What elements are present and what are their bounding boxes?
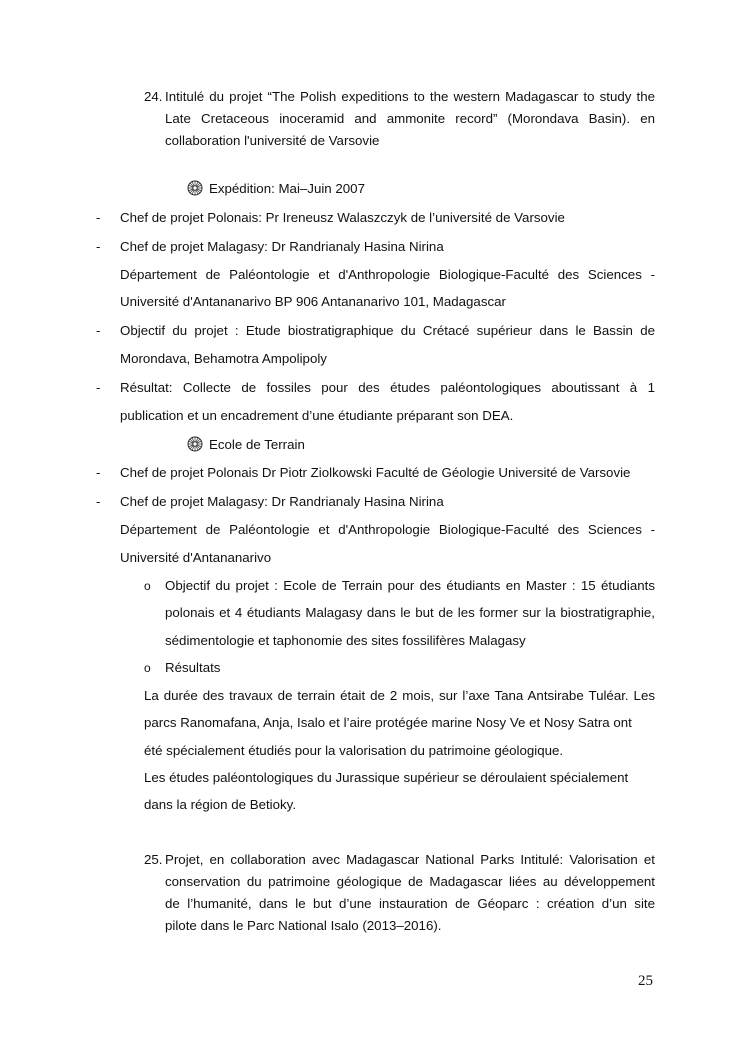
ecole-resultats-line-1: La durée des travaux de terrain était de 2 mois, sur l’axe Tana Antsirabe Tuléar. Les <box>144 688 655 703</box>
dash-marker: - <box>96 239 101 254</box>
ecole-bullet-1: Chef de projet Polonais Dr Piotr Ziolkowski Faculté de Géologie Université de Varsovie <box>120 465 631 480</box>
item-24-number: 24. <box>144 89 163 104</box>
expedition-heading <box>187 180 365 196</box>
ammonite-icon <box>187 180 203 196</box>
ecole-bullet-2: Chef de projet Malagasy: Dr Randrianaly Hasina Nirina <box>120 494 444 509</box>
expedition-bullet-2: Chef de projet Malagasy: Dr Randrianaly Hasina Nirina <box>120 239 444 254</box>
page-number: 25 <box>638 973 653 989</box>
item-24-line-3: collaboration l'université de Varsovie <box>165 133 380 148</box>
ecole-resultats-line-5: dans la région de Betioky. <box>144 797 297 812</box>
dash-marker: - <box>96 465 101 480</box>
item-25-number: 25. <box>144 852 163 867</box>
ecole-resultats-line-4: Les études paléontologiques du Jurassique supérieur se déroulaient spécialement <box>144 770 629 785</box>
ecole-objectif-line-2: polonais et 4 étudiants Malagasy dans le but de les former sur la biostratigraphie, <box>165 605 655 620</box>
expedition-dept-line-1: Département de Paléontologie et d'Anthropologie Biologique-Faculté des Sciences - <box>120 267 655 282</box>
ecole-objectif-line-3: sédimentologie et taphonomie des sites fossilifères Malagasy <box>165 633 526 648</box>
item-25-line-1: Projet, en collaboration avec Madagascar National Parks Intitulé: Valorisation et <box>165 852 655 867</box>
sub-bullet-marker: o <box>144 579 151 593</box>
expedition-resultat-line-1: Résultat: Collecte de fossiles pour des études paléontologiques aboutissant à 1 <box>120 380 655 395</box>
ecole-objectif-line-1: Objectif du projet : Ecole de Terrain pour des étudiants en Master : 15 étudiants <box>165 578 655 593</box>
ammonite-icon <box>187 436 203 452</box>
expedition-dept-line-2: Université d'Antananarivo BP 906 Antananarivo 101, Madagascar <box>120 294 506 309</box>
ecole-resultats-line-3: été spécialement étudiés pour la valorisation du patrimoine géologique. <box>144 743 564 758</box>
item-24-line-1: Intitulé du projet “The Polish expeditions to the western Madagascar to study the <box>165 89 655 104</box>
item-24-line-2: Late Cretaceous inoceramid and ammonite record” (Morondava Basin). en <box>165 111 655 126</box>
ecole-resultats-line-2: parcs Ranomafana, Anja, Isalo et l’aire protégée marine Nosy Ve et Nosy Satra ont <box>144 715 632 730</box>
item-25-line-3: de l’humanité, dans le but d’une instauration de Géoparc : création d’un site <box>165 896 655 911</box>
dash-marker: - <box>96 494 101 509</box>
expedition-resultat-line-2: publication et un encadrement d’une étudiante préparant son DEA. <box>120 408 514 423</box>
ecole-dept-line-1: Département de Paléontologie et d'Anthropologie Biologique-Faculté des Sciences - <box>120 522 655 537</box>
sub-bullet-marker: o <box>144 661 151 675</box>
dash-marker: - <box>96 323 101 338</box>
item-25-line-2: conservation du patrimoine géologique de Madagascar liées au développement <box>165 874 655 889</box>
item-25-line-4: pilote dans le Parc National Isalo (2013–2016). <box>165 918 442 933</box>
expedition-heading-text: Expédition: Mai–Juin 2007 <box>209 181 365 196</box>
dash-marker: - <box>96 210 101 225</box>
dash-marker: - <box>96 380 101 395</box>
expedition-objectif-line-1: Objectif du projet : Etude biostratigraphique du Crétacé supérieur dans le Bassin de <box>120 323 655 338</box>
expedition-objectif-line-2: Morondava, Behamotra Ampolipoly <box>120 351 327 366</box>
ecole-heading <box>187 436 305 452</box>
ecole-resultats-label: Résultats <box>165 660 221 675</box>
ecole-heading-text: Ecole de Terrain <box>209 437 305 452</box>
expedition-bullet-1: Chef de projet Polonais: Pr Ireneusz Walaszczyk de l’université de Varsovie <box>120 210 565 225</box>
ecole-dept-line-2: Université d'Antananarivo <box>120 550 272 565</box>
